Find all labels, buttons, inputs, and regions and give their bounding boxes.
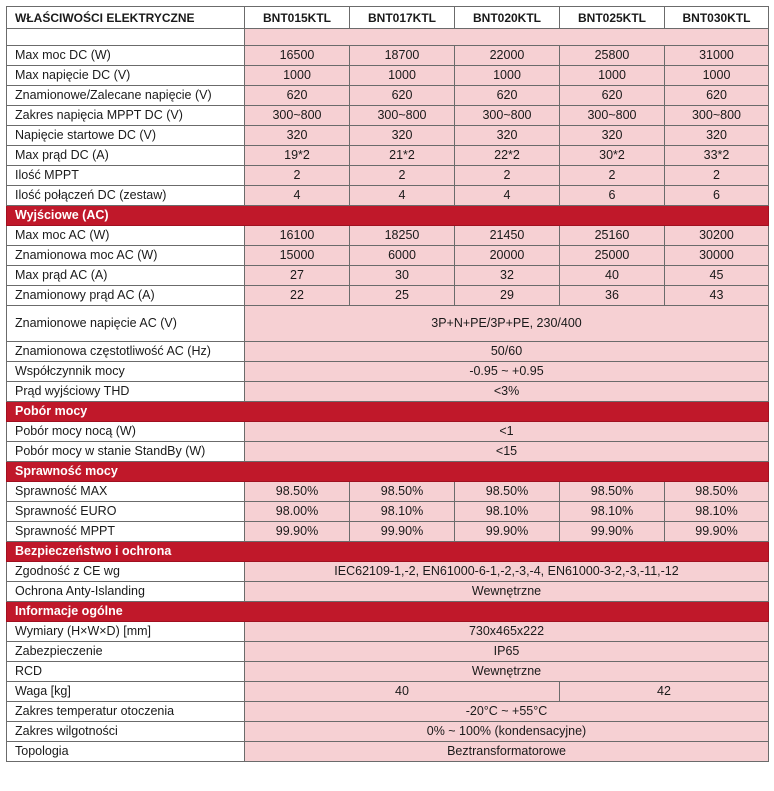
- table-row: [7, 742, 769, 762]
- spec-value-merged: 730x465x222: [245, 622, 769, 642]
- spec-value: 40: [560, 266, 665, 286]
- section-header-row: [7, 206, 769, 226]
- table-row: [7, 482, 769, 502]
- table-row: [7, 382, 769, 402]
- spec-value: 22000: [455, 46, 560, 66]
- spec-label: Zakres napięcia MPPT DC (V): [7, 106, 245, 126]
- table-row: [7, 662, 769, 682]
- section-header-row: [7, 462, 769, 482]
- spec-label: Wymiary (H×W×D) [mm]: [7, 622, 245, 642]
- table-row: [7, 702, 769, 722]
- spec-value-merged: Beztransformatorowe: [245, 742, 769, 762]
- spec-label: Ilość połączeń DC (zestaw): [7, 186, 245, 206]
- section-header-row: [7, 402, 769, 422]
- spec-value: 27: [245, 266, 350, 286]
- spec-value: 620: [245, 86, 350, 106]
- spec-value-merged: <1: [245, 422, 769, 442]
- spec-value: 98.10%: [455, 502, 560, 522]
- spec-value: 98.50%: [245, 482, 350, 502]
- spec-label: Pobór mocy nocą (W): [7, 422, 245, 442]
- spec-value: 99.90%: [350, 522, 455, 542]
- spec-value: 98.10%: [350, 502, 455, 522]
- spec-value: 30*2: [560, 146, 665, 166]
- spec-value: 18700: [350, 46, 455, 66]
- section-title: Wyjściowe (AC): [7, 206, 769, 226]
- spec-value-merged: IEC62109-1,-2, EN61000-6-1,-2,-3,-4, EN61000-3-2,-3,-11,-12: [245, 562, 769, 582]
- spec-value-group: 42: [560, 682, 769, 702]
- table-row: [7, 246, 769, 266]
- table-row: [7, 622, 769, 642]
- spec-label: Zakres wilgotności: [7, 722, 245, 742]
- spec-value-merged: -20°C ~ +55°C: [245, 702, 769, 722]
- section-title: Bezpieczeństwo i ochrona: [7, 542, 769, 562]
- table-row: [7, 146, 769, 166]
- spec-value-merged: Wewnętrzne: [245, 662, 769, 682]
- spec-value: 4: [245, 186, 350, 206]
- spec-label: Pobór mocy w stanie StandBy (W): [7, 442, 245, 462]
- spec-label: Zgodność z CE wg: [7, 562, 245, 582]
- spec-label: Prąd wyjściowy THD: [7, 382, 245, 402]
- spec-label: Max prąd AC (A): [7, 266, 245, 286]
- spec-value: 36: [560, 286, 665, 306]
- spec-value: 320: [245, 126, 350, 146]
- spec-value: 22*2: [455, 146, 560, 166]
- spec-label: Sprawność MPPT: [7, 522, 245, 542]
- spec-value: 25000: [560, 246, 665, 266]
- table-row: [7, 562, 769, 582]
- table-row: [7, 442, 769, 462]
- spec-label: Znamionowy prąd AC (A): [7, 286, 245, 306]
- spec-value-merged: <15: [245, 442, 769, 462]
- spec-value: 320: [455, 126, 560, 146]
- table-row: [7, 46, 769, 66]
- spec-value: 98.50%: [665, 482, 769, 502]
- spec-value: 320: [350, 126, 455, 146]
- section-title: Pobór mocy: [7, 402, 769, 422]
- spec-value: 99.90%: [455, 522, 560, 542]
- spec-label: Max moc DC (W): [7, 46, 245, 66]
- spec-value: 2: [665, 166, 769, 186]
- table-row: [7, 306, 769, 342]
- spec-value: 4: [455, 186, 560, 206]
- spec-value: 2: [560, 166, 665, 186]
- spec-label: Zabezpieczenie: [7, 642, 245, 662]
- spec-value: 300~800: [455, 106, 560, 126]
- spec-value: 19*2: [245, 146, 350, 166]
- spec-label: Max moc AC (W): [7, 226, 245, 246]
- spec-value: 30: [350, 266, 455, 286]
- spec-value: 21450: [455, 226, 560, 246]
- spec-label: Sprawność MAX: [7, 482, 245, 502]
- spec-value: 320: [665, 126, 769, 146]
- spec-value: 32: [455, 266, 560, 286]
- spec-value: 6: [560, 186, 665, 206]
- spec-value: 15000: [245, 246, 350, 266]
- section-title: Informacje ogólne: [7, 602, 769, 622]
- spec-value: 300~800: [665, 106, 769, 126]
- spec-value: 16100: [245, 226, 350, 246]
- spec-label: Max prąd DC (A): [7, 146, 245, 166]
- model-header: BNT030KTL: [665, 7, 769, 29]
- section-header-row: [7, 602, 769, 622]
- spacer-row: [7, 29, 769, 46]
- spec-value: 6: [665, 186, 769, 206]
- spec-label: Max napięcie DC (V): [7, 66, 245, 86]
- table-row: [7, 286, 769, 306]
- model-header: BNT015KTL: [245, 7, 350, 29]
- table-header-row: [7, 7, 769, 29]
- spec-value: 25160: [560, 226, 665, 246]
- spec-value: 25: [350, 286, 455, 306]
- spec-label: RCD: [7, 662, 245, 682]
- spec-value: 99.90%: [560, 522, 665, 542]
- spec-label: Zakres temperatur otoczenia: [7, 702, 245, 722]
- spec-value: 30200: [665, 226, 769, 246]
- spec-label: Znamionowa moc AC (W): [7, 246, 245, 266]
- table-row: [7, 226, 769, 246]
- spec-value: 1000: [665, 66, 769, 86]
- model-header: BNT020KTL: [455, 7, 560, 29]
- spec-value: 620: [350, 86, 455, 106]
- spec-value: 20000: [455, 246, 560, 266]
- model-header: BNT025KTL: [560, 7, 665, 29]
- spec-value-merged: 50/60: [245, 342, 769, 362]
- table-row: [7, 722, 769, 742]
- spec-value: 300~800: [245, 106, 350, 126]
- table-row: [7, 266, 769, 286]
- section-header-row: [7, 542, 769, 562]
- spec-value: 98.00%: [245, 502, 350, 522]
- spec-value-merged: <3%: [245, 382, 769, 402]
- spec-value: 2: [455, 166, 560, 186]
- spec-value: 620: [665, 86, 769, 106]
- spec-value: 25800: [560, 46, 665, 66]
- table-row: [7, 362, 769, 382]
- spec-label: Znamionowe/Zalecane napięcie (V): [7, 86, 245, 106]
- table-row: [7, 582, 769, 602]
- spec-value: 1000: [455, 66, 560, 86]
- spec-value: 6000: [350, 246, 455, 266]
- section-title: Sprawność mocy: [7, 462, 769, 482]
- table-row: [7, 186, 769, 206]
- spec-value: 31000: [665, 46, 769, 66]
- spec-value: 1000: [560, 66, 665, 86]
- table-row: [7, 682, 769, 702]
- spacer-cell: [245, 29, 769, 46]
- table-row: [7, 66, 769, 86]
- spec-value: 99.90%: [245, 522, 350, 542]
- spec-value: 98.50%: [455, 482, 560, 502]
- spec-value: 300~800: [350, 106, 455, 126]
- spec-label: Znamionowa częstotliwość AC (Hz): [7, 342, 245, 362]
- spec-value: 98.50%: [350, 482, 455, 502]
- spec-value: 1000: [245, 66, 350, 86]
- spec-label: Napięcie startowe DC (V): [7, 126, 245, 146]
- spec-value: 30000: [665, 246, 769, 266]
- spec-value: 45: [665, 266, 769, 286]
- table-row: [7, 502, 769, 522]
- spec-value: 29: [455, 286, 560, 306]
- spec-label: Sprawność EURO: [7, 502, 245, 522]
- spec-value: 16500: [245, 46, 350, 66]
- electrical-specs-table: [6, 6, 769, 762]
- spec-label: Topologia: [7, 742, 245, 762]
- table-title: WŁAŚCIWOŚCI ELEKTRYCZNE: [7, 7, 245, 29]
- spec-value: 18250: [350, 226, 455, 246]
- spec-value-group: 40: [245, 682, 560, 702]
- spec-value: 22: [245, 286, 350, 306]
- table-row: [7, 126, 769, 146]
- table-body: [7, 29, 769, 762]
- spec-label: Ilość MPPT: [7, 166, 245, 186]
- table-row: [7, 642, 769, 662]
- table-row: [7, 342, 769, 362]
- spec-value: 2: [245, 166, 350, 186]
- table-row: [7, 166, 769, 186]
- spec-value: 33*2: [665, 146, 769, 166]
- spec-value: 300~800: [560, 106, 665, 126]
- spec-value: 2: [350, 166, 455, 186]
- spec-value-merged: 3P+N+PE/3P+PE, 230/400: [245, 306, 769, 342]
- table-row: [7, 522, 769, 542]
- spec-value: 620: [560, 86, 665, 106]
- spec-value-merged: -0.95 ~ +0.95: [245, 362, 769, 382]
- spec-value-merged: 0% ~ 100% (kondensacyjne): [245, 722, 769, 742]
- spec-value: 99.90%: [665, 522, 769, 542]
- table-row: [7, 106, 769, 126]
- spec-value: 21*2: [350, 146, 455, 166]
- spec-value: 320: [560, 126, 665, 146]
- spec-label: Waga [kg]: [7, 682, 245, 702]
- spec-value: 1000: [350, 66, 455, 86]
- spec-label: Znamionowe napięcie AC (V): [7, 306, 245, 342]
- spec-value-merged: IP65: [245, 642, 769, 662]
- table-row: [7, 86, 769, 106]
- spec-value: 43: [665, 286, 769, 306]
- spec-value: 98.10%: [665, 502, 769, 522]
- spacer-cell: [7, 29, 245, 46]
- spec-value: 98.10%: [560, 502, 665, 522]
- table-row: [7, 422, 769, 442]
- spec-value: 4: [350, 186, 455, 206]
- spec-value-merged: Wewnętrzne: [245, 582, 769, 602]
- spec-value: 98.50%: [560, 482, 665, 502]
- model-header: BNT017KTL: [350, 7, 455, 29]
- spec-label: Ochrona Anty-Islanding: [7, 582, 245, 602]
- spec-value: 620: [455, 86, 560, 106]
- spec-label: Współczynnik mocy: [7, 362, 245, 382]
